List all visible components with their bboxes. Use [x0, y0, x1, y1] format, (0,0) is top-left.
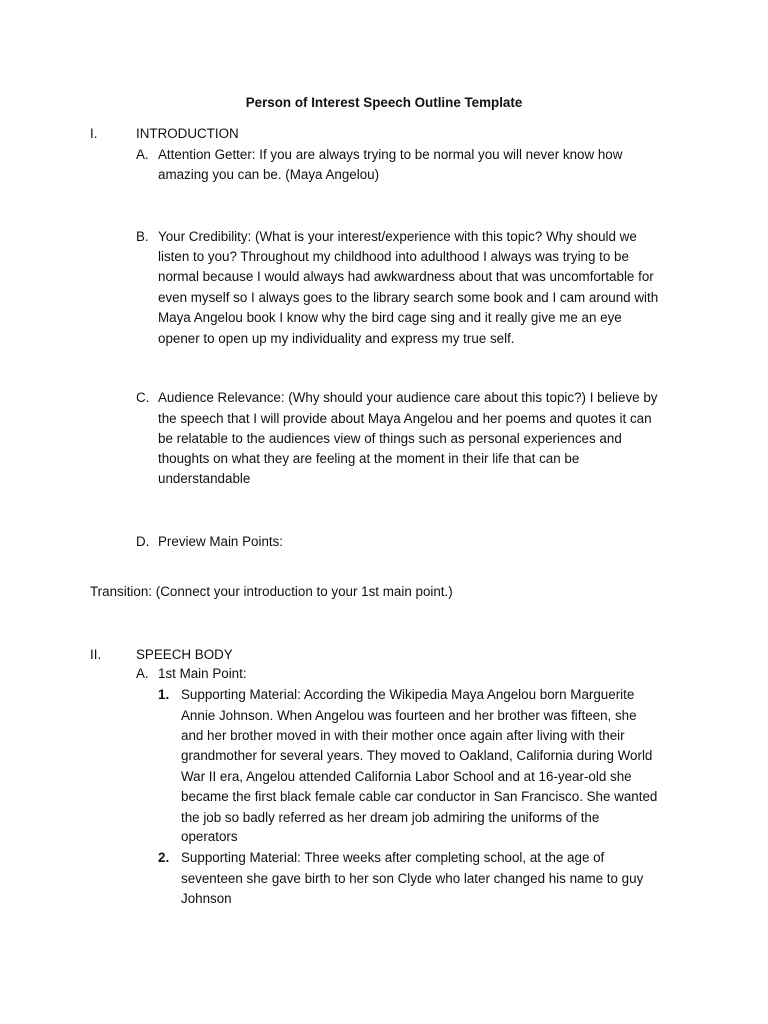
item-text-line: be relatable to the audiences view of things such as personal experiences and — [158, 431, 622, 446]
item-text-line: listen to you? Throughout my childhood into adulthood I always was trying to be — [158, 249, 629, 264]
item-text-line: Maya Angelou book I know why the bird cage sing and it really give me an eye — [158, 310, 622, 325]
subitem-marker: 1. — [158, 687, 170, 702]
item-text-line: normal because I would always had awkwardness about that was uncomfortable for — [158, 269, 654, 284]
section-numeral: I. — [90, 126, 98, 141]
subitem-text-line: became the first black female cable car conductor in San Francisco. She wanted — [181, 789, 658, 804]
subitem-text-line: Supporting Material: According the Wikipedia Maya Angelou born Marguerite — [181, 687, 635, 702]
item-marker: A. — [136, 666, 149, 681]
section-numeral: II. — [90, 647, 102, 662]
subitem-marker: 2. — [158, 850, 170, 865]
item-text-line: the speech that I will provide about Maya Angelou and her poems and quotes it can — [158, 411, 652, 426]
item-text-line: Audience Relevance: (Why should your audience care about this topic?) I believe by — [158, 390, 658, 405]
item-text-line: Preview Main Points: — [158, 534, 284, 549]
item-text-line: thoughts on what they are feeling at the moment in their life that can be — [158, 451, 580, 466]
document-title: Person of Interest Speech Outline Template — [245, 95, 523, 110]
subitem-text-line: the job so badly referred as her dream job admiring the uniforms of the — [181, 810, 600, 825]
item-text-line: opener to open up my individuality and express my true self. — [158, 331, 515, 346]
item-marker: A. — [136, 147, 149, 162]
section-heading: INTRODUCTION — [136, 126, 239, 141]
subitem-text-line: grandmother for several years. They moved to Oakland, California during World — [181, 748, 653, 763]
item-text-line: Your Credibility: (What is your interest/experience with this topic? Why should we — [158, 229, 637, 244]
item-marker: D. — [136, 534, 150, 549]
item-text-line: Attention Getter: If you are always trying to be normal you will never know how — [158, 147, 623, 162]
subitem-text-line: War II era, Angelou attended California Labor School and at 16-year-old she — [181, 769, 632, 784]
item-text-line: even myself so I always goes to the library search some book and I cam around with — [158, 290, 659, 305]
item-marker: C. — [136, 390, 150, 405]
subitem-text-line: Supporting Material: Three weeks after completing school, at the age of — [181, 850, 605, 865]
transition-line: Transition: (Connect your introduction to your 1st main point.) — [90, 584, 453, 599]
subitem-text-line: operators — [181, 829, 238, 844]
item-marker: B. — [136, 229, 149, 244]
subitem-text-line: and her brother moved in with their mother once again after living with their — [181, 728, 625, 743]
item-text-line: amazing you can be. (Maya Angelou) — [158, 167, 380, 182]
subitem-text-line: Johnson — [181, 891, 232, 906]
main-point-label: 1st Main Point: — [158, 666, 247, 681]
subitem-text-line: Annie Johnson. When Angelou was fourteen and her brother was fifteen, she — [181, 708, 637, 723]
item-text-line: understandable — [158, 471, 251, 486]
section-heading: SPEECH BODY — [136, 647, 233, 662]
subitem-text-line: seventeen she gave birth to her son Clyde who later changed his name to guy — [181, 871, 644, 886]
